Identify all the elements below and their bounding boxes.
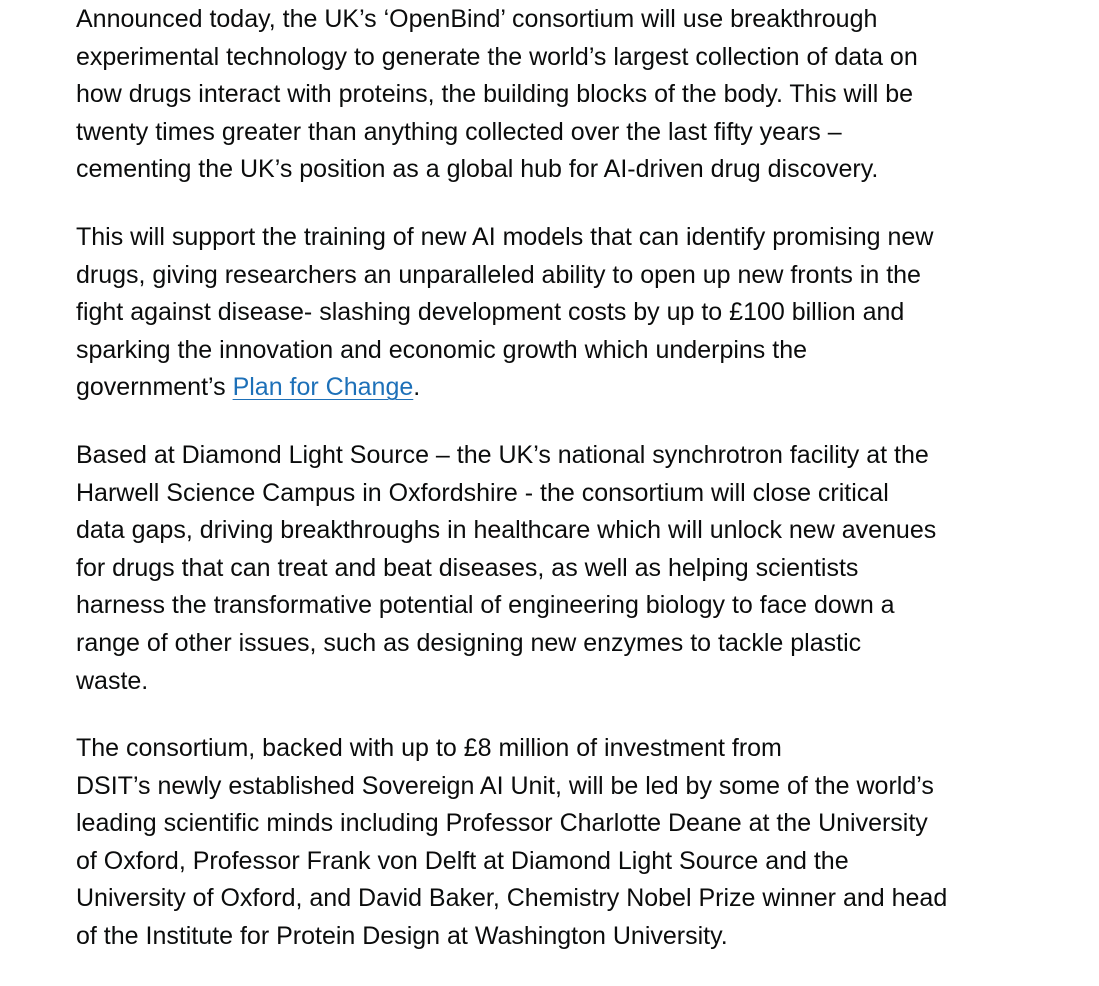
link-prefix-text: government’s <box>76 373 233 402</box>
text-line: University of Oxford, and David Baker, Chemistry Nobel Prize winner and head <box>76 884 948 913</box>
link-suffix-text: . <box>413 373 421 402</box>
paragraph-diamond-light-source <box>76 437 1036 700</box>
text-line: Based at Diamond Light Source – the UK’s national synchrotron facility at the <box>76 440 929 469</box>
paragraph-consortium-leaders <box>76 730 1036 956</box>
text-line: DSIT’s newly established Sovereign AI Unit, will be led by some of the world’s <box>76 771 934 800</box>
text-line: fight against disease- slashing development costs by up to £100 billion and <box>76 298 905 327</box>
text-line: The consortium, backed with up to £8 million of investment from <box>76 734 782 763</box>
text-line: waste. <box>76 666 149 695</box>
text-line: of Oxford, Professor Frank von Delft at Diamond Light Source and the <box>76 846 849 875</box>
plan-for-change-link[interactable]: Plan for Change <box>232 373 414 402</box>
text-line-with-link <box>76 369 1036 407</box>
text-line: twenty times greater than anything collected over the last fifty years – <box>76 117 842 146</box>
text-line: of the Institute for Protein Design at Washington University. <box>76 922 728 951</box>
text-line: Harwell Science Campus in Oxfordshire - the consortium will close critical <box>76 478 889 507</box>
text-line: Announced today, the UK’s ‘OpenBind’ consortium will use breakthrough <box>76 5 878 33</box>
text-line: cementing the UK’s position as a global hub for AI-driven drug discovery. <box>76 155 879 184</box>
paragraph-ai-training <box>76 219 1036 407</box>
text-line: how drugs interact with proteins, the building blocks of the body. This will be <box>76 80 914 109</box>
text-line: for drugs that can treat and beat diseases, as well as helping scientists <box>76 553 859 582</box>
text-line: leading scientific minds including Professor Charlotte Deane at the University <box>76 809 928 838</box>
text-line: data gaps, driving breakthroughs in healthcare which will unlock new avenues <box>76 516 937 545</box>
text-line: This will support the training of new AI models that can identify promising new <box>76 222 934 251</box>
text-line: drugs, giving researchers an unparalleled ability to open up new fronts in the <box>76 260 921 289</box>
article-body <box>76 0 1036 986</box>
text-line: sparking the innovation and economic growth which underpins the <box>76 335 808 364</box>
text-line: harness the transformative potential of engineering biology to face down a <box>76 591 895 620</box>
text-line: experimental technology to generate the world’s largest collection of data on <box>76 42 918 71</box>
text-line: range of other issues, such as designing new enzymes to tackle plastic <box>76 628 862 657</box>
paragraph-announcement <box>76 1 1036 189</box>
